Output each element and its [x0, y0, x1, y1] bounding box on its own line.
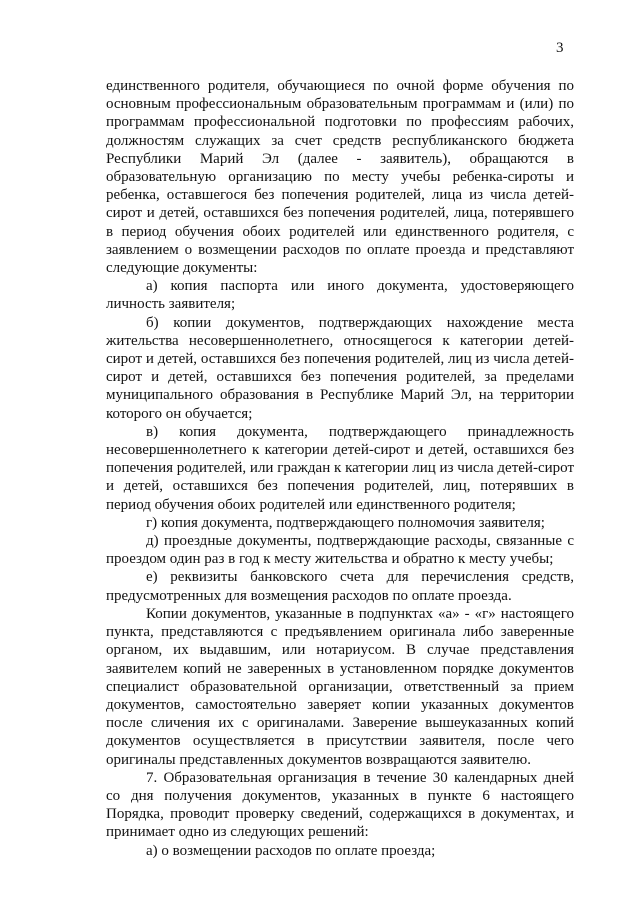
paragraph-copies: Копии документов, указанные в подпунктах «а» - «г» настоящего пункта, представляются с предъявлением оригинала либо заверенные органом, их выдавшим, или нотариусом. В случае представления заявителем копий не заверенных в установленном порядке документов специалист образовательной организации, ответственный за прием документов, самостоятельно заверяет копии указанных документов после сличения их с оригиналами. Заверение вышеуказанных копий документов осуществляется в присутствии заявителя, после чего оригиналы представленных документов возвращаются заявителю. — [106, 605, 574, 768]
document-body — [106, 77, 574, 860]
paragraph-section-7: 7. Образовательная организация в течение 30 календарных дней со дня получения документов, указанных в пункте 6 настоящего Порядка, проводит проверку сведений, содержащихся в документах, и принимает одно из следующих решений: — [106, 769, 574, 841]
list-item-e: е) реквизиты банковского счета для перечисления средств, предусмотренных для возмещения расходов по оплате проезда. — [106, 569, 574, 604]
list-item-a: а) копия паспорта или иного документа, удостоверяющего личность заявителя; — [106, 278, 574, 313]
list-item-v: в) копия документа, подтверждающего принадлежность несовершеннолетнего к категории детей-сирот и детей, оставшихся без попечения родителей, или граждан к категории лиц из числа детей-сирот и детей, оставшихся без попечения родителей, лиц, потерявших в период обучения обоих родителей или единственного родителя; — [106, 423, 574, 513]
list-item-decision-a: а) о возмещении расходов по оплате проезда; — [146, 842, 436, 859]
list-item-b: б) копии документов, подтверждающих нахождение места жительства несовершеннолетнего, относящегося к категории детей-сирот и детей, оставшихся без попечения родителей, лиц из числа детей-сирот и детей, оставшихся без попечения родителей, за пределами муниципального образования в Республике Марий Эл, на территории которого он обучается; — [106, 314, 574, 422]
page-number: 3 — [556, 40, 564, 56]
paragraph: единственного родителя, обучающиеся по очной форме обучения по основным профессиональным образовательным программам и (или) по программам профессиональной подготовки по профессиям рабочих, должностям служащих за счет средств республиканского бюджета Республики Марий Эл (далее - заявитель), обращаются в образовательную организацию по месту учебы ребенка-сироты и ребенка, оставшегося без попечения родителей, лица из числа детей-сирот и детей, оставшихся без попечения родителей, лица, потерявшего в период обучения обоих родителей или единственного родителя, с заявлением о возмещении расходов по оплате проезда и представляют следующие документы: — [106, 78, 574, 277]
list-item-d: д) проездные документы, подтверждающие расходы, связанные с проездом один раз в год к месту жительства и обратно к месту учебы; — [106, 533, 574, 568]
list-item-g: г) копия документа, подтверждающего полномочия заявителя; — [146, 514, 545, 531]
